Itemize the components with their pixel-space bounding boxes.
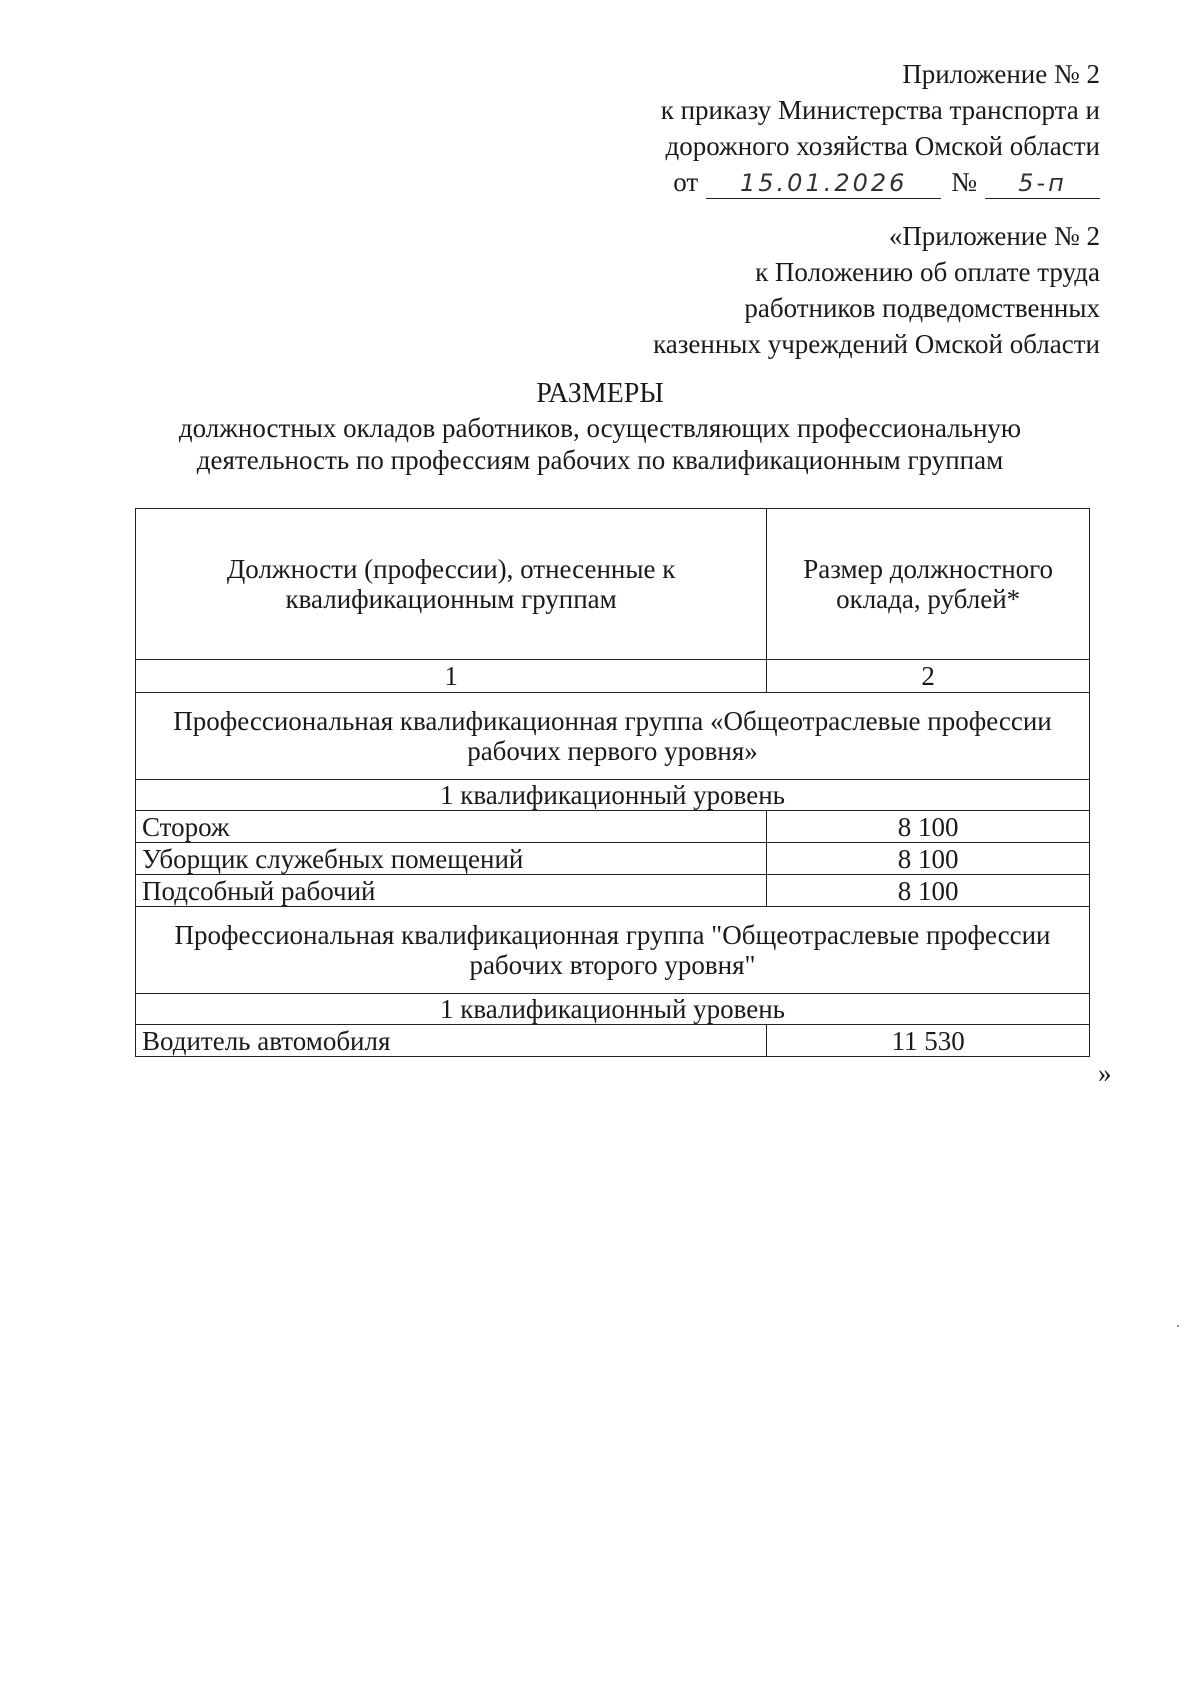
title-subtitle-1: должностных окладов работников, осуществляющих профессиональную	[178, 413, 1022, 443]
level-row	[136, 994, 1090, 1025]
appendix-number: Приложение № 2	[902, 59, 1100, 89]
group1-level: 1 квалификационный уровень	[136, 780, 1090, 811]
salary-cell: 11 530	[767, 1025, 1090, 1057]
group2-title: Профессиональная квалификационная группа "Общеотраслевые профессии рабочих второго уровня"	[136, 907, 1090, 994]
table-header-row	[136, 509, 1090, 660]
header-salary: Размер должностного оклада, рублей*	[767, 509, 1090, 660]
column-number-2: 2	[767, 660, 1090, 693]
level-row	[136, 780, 1090, 811]
group-header-row	[136, 693, 1090, 780]
order-line-region: дорожного хозяйства Омской области	[665, 131, 1100, 161]
annex-number: «Приложение № 2	[888, 221, 1100, 251]
annex-line-2: к Положению об оплате труда	[755, 257, 1100, 287]
position-cell: Водитель автомобиля	[136, 1025, 767, 1057]
table-row	[136, 843, 1090, 875]
group2-level: 1 квалификационный уровень	[136, 994, 1090, 1025]
column-number-row	[136, 660, 1090, 693]
order-date-number-line	[661, 164, 1100, 200]
number-label: №	[951, 167, 977, 197]
regulation-reference	[653, 218, 1100, 362]
title-main: РАЗМЕРЫ	[536, 378, 664, 409]
annex-line-3: работников подведомственных	[744, 293, 1100, 323]
table-row	[136, 811, 1090, 843]
handwritten-number: 5-п	[985, 168, 1100, 199]
document-title	[100, 376, 1100, 476]
scan-artifact	[1177, 1325, 1179, 1327]
from-label: от	[673, 167, 699, 197]
position-cell: Уборщик служебных помещений	[136, 843, 767, 875]
position-cell: Сторож	[136, 811, 767, 843]
handwritten-date: 15.01.2026	[706, 168, 941, 199]
salary-cell: 8 100	[767, 875, 1090, 907]
order-line-ministry: к приказу Министерства транспорта и	[660, 95, 1100, 125]
annex-line-4: казенных учреждений Омской области	[653, 329, 1100, 359]
salary-cell: 8 100	[767, 811, 1090, 843]
table-row	[136, 1025, 1090, 1057]
title-subtitle-2: деятельность по профессиям рабочих по квалификационным группам	[196, 445, 1004, 475]
salary-cell: 8 100	[767, 843, 1090, 875]
group-header-row	[136, 907, 1090, 994]
salary-table	[135, 508, 1090, 1057]
header-positions: Должности (профессии), отнесенные к квалификационным группам	[136, 509, 767, 660]
column-number-1: 1	[136, 660, 767, 693]
group1-title: Профессиональная квалификационная группа «Общеотраслевые профессии рабочих первого уровня»	[136, 693, 1090, 780]
closing-quote: »	[1098, 1058, 1112, 1088]
position-cell: Подсобный рабочий	[136, 875, 767, 907]
table-row	[136, 875, 1090, 907]
order-reference	[661, 56, 1100, 200]
